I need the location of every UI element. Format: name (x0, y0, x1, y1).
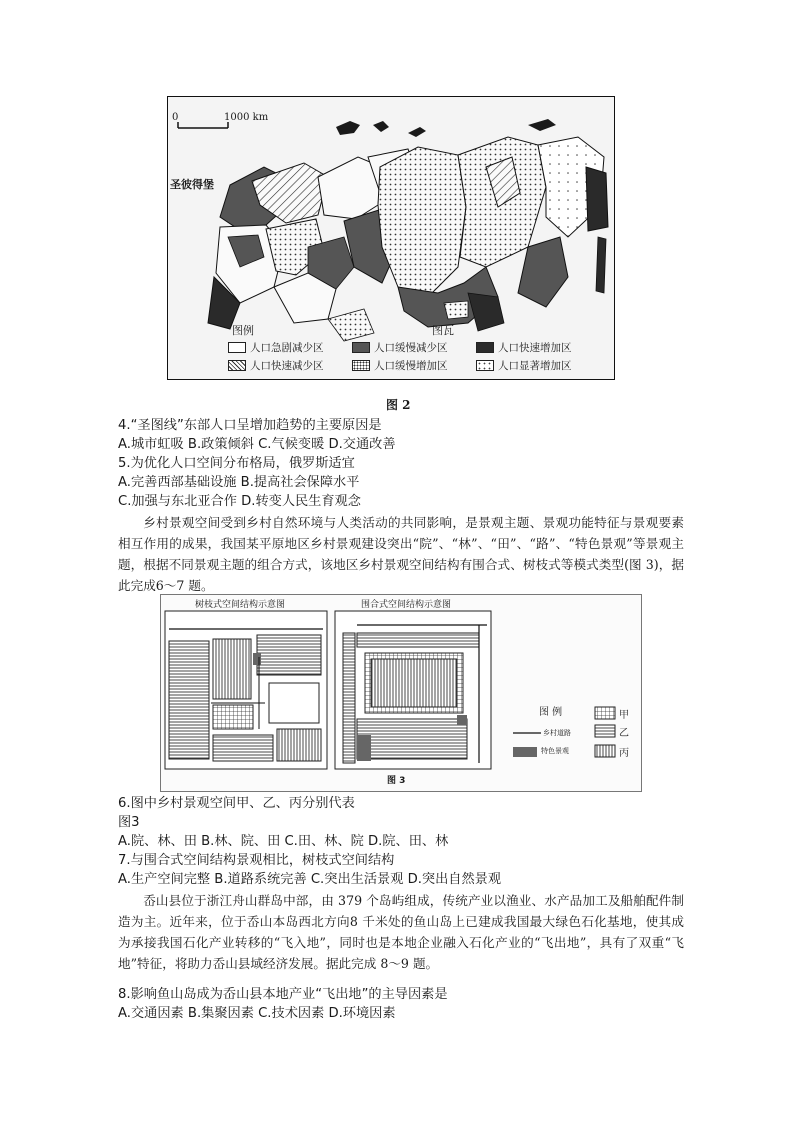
legend-swatch-icon (352, 342, 370, 353)
figure3 (160, 594, 642, 792)
figure3-legend-yi: 乙 (619, 728, 629, 739)
legend-swatch-icon (352, 360, 370, 371)
passage-rural-landscape: 乡村景观空间受到乡村自然环境与人类活动的共同影响，是景观主题、景观功能特征与景观要素相互作用的成果，我国某平原地区乡村景观建设突出“院”、“林”、“田”、“路”、“特色景观”等景观主题，根据不同景观主题的组合方式，该地区乡村景观空间结构有围合式、树枝式等模式类型(图 3)，据此完成6～7 题。 (118, 515, 684, 593)
passage-daishan-county: 岙山县位于浙江舟山群岛中部，由 379 个岛屿组成，传统产业以渔业、水产品加工及船舶配件制造为主。近年来，位于岙山本岛西北方向8 千米处的鱼山岛上已建成我国最大绿色石化基地，使其成为承接我国石化产业转移的“飞入地”，同时也是本地企业融入石化产业的“飞出地”，具有了双重“飞地”特征，将助力岙山县域经济发展。据此完成 8～9 题。 (118, 893, 684, 971)
legend-swatch-icon (476, 360, 494, 371)
map-legend-subtitle: 图瓦 (432, 324, 454, 337)
scale-value: 1000 km (224, 112, 269, 123)
question-5-stem: 5.为优化人口空间分布格局，俄罗斯适宜 (118, 456, 355, 471)
figure3-diagram (161, 595, 641, 791)
question-8-stem: 8.影响鱼山岛成为岙山县本地产业“飞出地”的主导因素是 (118, 987, 448, 1002)
question-7-stem: 7.与围合式空间结构景观相比，树枝式空间结构 (118, 853, 395, 868)
figure3-legend-bing: 丙 (619, 748, 629, 759)
map-legend-item: 人口缓慢减少区 (352, 340, 448, 355)
legend-swatch-icon (228, 360, 246, 371)
figure3-right-title: 围合式空间结构示意图 (361, 600, 452, 610)
question-6-figure-ref: 图3 (118, 815, 140, 830)
map-legend-item: 人口快速增加区 (476, 340, 572, 355)
scale-zero: 0 (172, 112, 179, 123)
city-label-st-petersburg: 圣彼得堡 (170, 178, 214, 191)
question-5-options-line2: C.加强与东北亚合作 D.转变人民生育观念 (118, 494, 361, 509)
question-7-options: A.生产空间完整 B.道路系统完善 C.突出生活景观 D.突出自然景观 (118, 872, 502, 887)
question-4-stem: 4.“圣图线”东部人口呈增加趋势的主要原因是 (118, 418, 382, 433)
map-legend-title: 图例 (232, 324, 254, 337)
map-legend-item: 人口快速减少区 (228, 358, 324, 373)
figure3-caption: 图 3 (387, 776, 406, 786)
map-legend-item: 人口急剧减少区 (228, 340, 324, 355)
figure3-legend-jia: 甲 (619, 710, 629, 721)
question-6-stem: 6.图中乡村景观空间甲、乙、丙分别代表 (118, 796, 355, 811)
figure3-road-label: 乡村道路 (543, 729, 571, 737)
legend-swatch-icon (476, 342, 494, 353)
figure2-caption: 图 2 (386, 398, 411, 412)
question-8-options: A.交通因素 B.集聚因素 C.技术因素 D.环境因素 (118, 1006, 396, 1021)
question-6-options: A.院、林、田 B.林、院、田 C.田、林、院 D.院、田、林 (118, 834, 449, 849)
question-5-options-line1: A.完善西部基础设施 B.提高社会保障水平 (118, 475, 360, 490)
figure3-feature-label: 特色景观 (541, 747, 569, 755)
figure3-legend-title: 图 例 (539, 707, 563, 718)
map-legend-item: 人口缓慢增加区 (352, 358, 448, 373)
map-legend-item: 人口显著增加区 (476, 358, 572, 373)
figure3-left-title: 树枝式空间结构示意图 (195, 600, 286, 610)
legend-swatch-icon (228, 342, 246, 353)
question-4-options: A.城市虹吸 B.政策倾斜 C.气候变暖 D.交通改善 (118, 437, 396, 452)
